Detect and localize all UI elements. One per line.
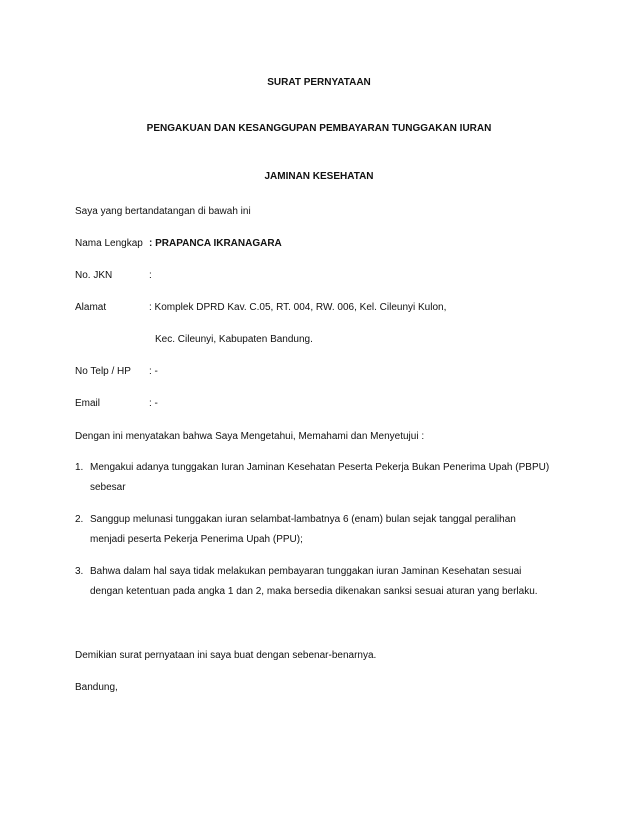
- item-2-line2: menjadi peserta Pekerja Penerima Upah (PPU);: [90, 534, 303, 545]
- item-3-line1: Bahwa dalam hal saya tidak melakukan pembayaran tunggakan iuran Jaminan Kesehatan sesuai: [90, 566, 522, 577]
- statement-text: Dengan ini menyatakan bahwa Saya Mengetahui, Memahami dan Menyetujui :: [75, 431, 425, 442]
- item-1-number: 1.: [75, 462, 84, 473]
- item-1-line2: sebesar: [90, 482, 126, 493]
- item-2-line1: Sanggup melunasi tunggakan iuran selambat-lambatnya 6 (enam) bulan sejak tanggal peralihan: [90, 514, 516, 525]
- email-label: Email: [75, 398, 101, 409]
- item-1-line1: Mengakui adanya tunggakan Iuran Jaminan Kesehatan Peserta Pekerja Bukan Penerima Upah (PBPU): [90, 462, 550, 473]
- alamat-value: : Komplek DPRD Kav. C.05, RT. 004, RW. 006, Kel. Cileunyi Kulon,: [149, 302, 447, 313]
- telp-label: No Telp / HP: [75, 366, 131, 377]
- intro-text: Saya yang bertandatangan di bawah ini: [75, 206, 251, 217]
- place-date: Bandung,: [75, 682, 118, 693]
- jkn-label: No. JKN: [75, 270, 113, 281]
- nama-label: Nama Lengkap: [75, 238, 143, 249]
- alamat-value-line2: Kec. Cileunyi, Kabupaten Bandung.: [155, 334, 313, 345]
- item-2-number: 2.: [75, 514, 84, 525]
- item-3-line2: dengan ketentuan pada angka 1 dan 2, maka bersedia dikenakan sanksi sesuai aturan yang berlaku.: [90, 586, 538, 597]
- document-title: SURAT PERNYATAAN: [267, 77, 371, 88]
- document-subtitle-2: JAMINAN KESEHATAN: [264, 171, 374, 182]
- alamat-label: Alamat: [75, 302, 107, 313]
- document-subtitle: PENGAKUAN DAN KESANGGUPAN PEMBAYARAN TUNGGAKAN IURAN: [146, 123, 492, 134]
- item-3-number: 3.: [75, 566, 84, 577]
- email-value: : -: [149, 398, 158, 409]
- telp-value: : -: [149, 366, 158, 377]
- nama-value: : PRAPANCA IKRANAGARA: [149, 238, 282, 249]
- jkn-value: :: [149, 270, 152, 281]
- closing-text: Demikian surat pernyataan ini saya buat dengan sebenar-benarnya.: [75, 650, 377, 661]
